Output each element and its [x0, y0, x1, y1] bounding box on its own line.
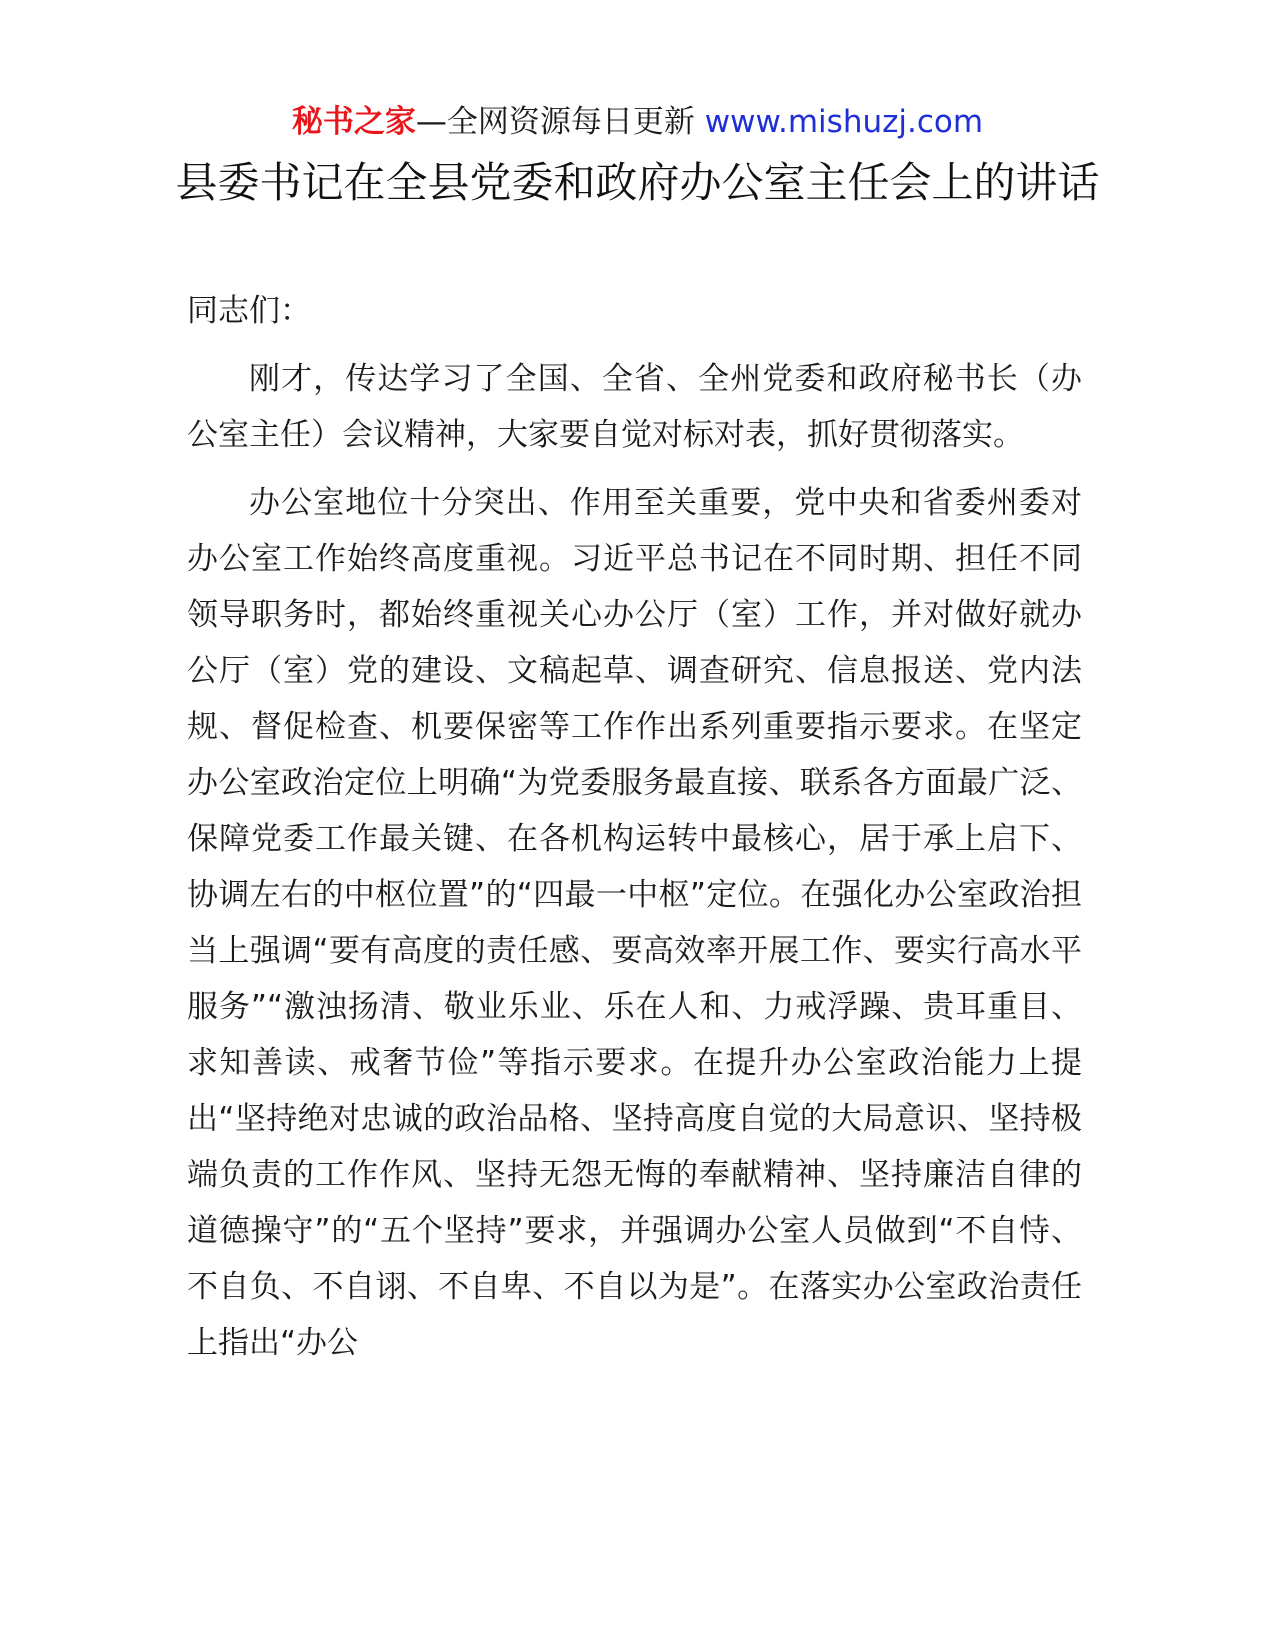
salutation: 同志们： — [187, 293, 311, 329]
body-paragraph: 办公室地位十分突出、作用至关重要，党中央和省委州委对办公室工作始终高度重视。习近平总书记在不同时期、担任不同领导职务时，都始终重视关心办公厅（室）工作，并对做好就办公厅（室）党的建设、文稿起草、调查研究、信息报送、党内法规、督促检查、机要保密等工作作出系列重要指示要求。在坚定办公室政治定位上明确“为党委服务最直接、联系各方面最广泛、保障党委工作最关键、在各机构运转中最核心，居于承上启下、协调左右的中枢位置”的“四最一中枢”定位。在强化办公室政治担当上强调“要有高度的责任感、要高效率开展工作、要实行高水平服务”“激浊扬清、敬业乐业、乐在人和、力戒浮躁、贵耳重目、求知善读、戒奢节俭”等指示要求。在提升办公室政治能力上提出“坚持绝对忠诚的政治品格、坚持高度自觉的大局意识、坚持极端负责的工作作风、坚持无怨无悔的奉献精神、坚持廉洁自律的道德操守”的“五个坚持”要求，并强调办公室人员做到“不自恃、不自负、不自诩、不自卑、不自以为是”。在落实办公室政治责任上指出“办公 — [187, 485, 1082, 1361]
brand-name: 秘书之家 — [291, 104, 416, 140]
site-url-link[interactable]: www.mishuzj.com — [704, 104, 984, 140]
site-header — [0, 100, 1275, 144]
header-tagline: —全网资源每日更新 — [415, 104, 695, 140]
document-title: 县委书记在全县党委和政府办公室主任会上的讲话 — [175, 158, 1100, 207]
body-paragraph: 刚才，传达学习了全国、全省、全州党委和政府秘书长（办公室主任）会议精神，大家要自觉对标对表，抓好贯彻落实。 — [187, 361, 1082, 453]
document-body — [187, 283, 1082, 1371]
